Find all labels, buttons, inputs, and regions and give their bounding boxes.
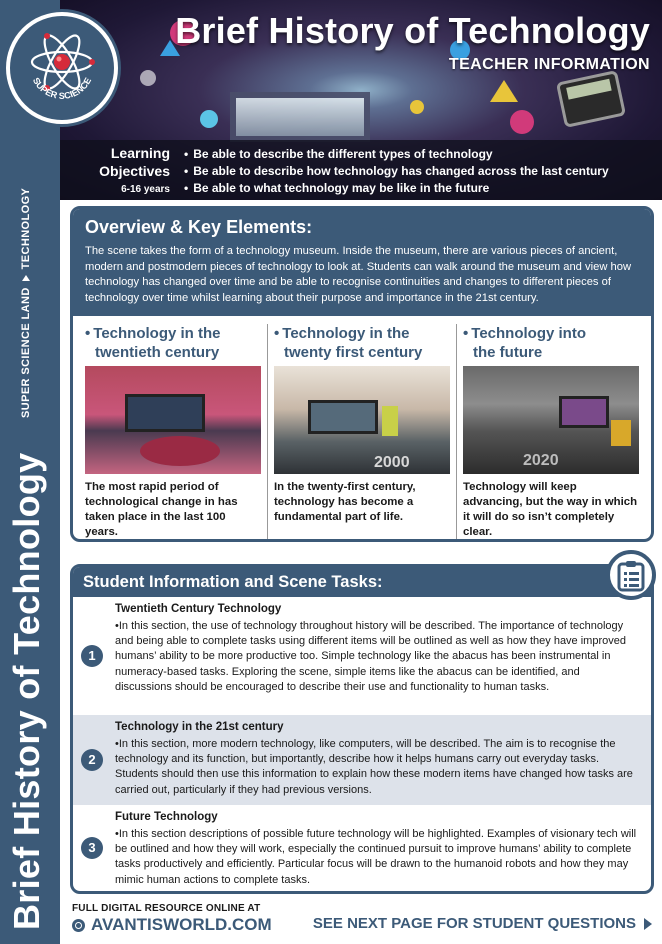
column-twenty-first-century: [268, 324, 457, 540]
task-text: • In this section descriptions of possible future technology will be highlighted. Examples of visionary tech will be outlined and how they will work, especially the continued pursuit to improve humans’ ability to complete tasks productively and efficiently. Particular focus will be drawn to the humanoid robots and how they may mimic human actions to complete tasks.: [115, 827, 639, 888]
next-page-link[interactable]: [313, 915, 652, 932]
column-title-line2: twenty first century: [284, 344, 423, 362]
future-scene-image: [463, 366, 639, 474]
column-text: Technology will keep advancing, but the way in which it will do so isn’t completely clear.: [463, 481, 638, 539]
decor-circle: [140, 70, 156, 86]
objectives-label: [78, 144, 170, 180]
column-title-line1: Technology in the: [282, 325, 410, 343]
task-text: • In this section, the use of technology throughout history will be described. The importance of technology and being able to complete tasks using different items will be outlined as well as how they have improved humans’ ability to be more productive too. Simple technology like the abacus has been instrumental in numeracy-based tasks. Exploring the scene, simple items like the abacus can be identified, and discussions should be encouraged to describe their use and functionality to human tasks.: [115, 619, 639, 695]
globe-icon: [72, 919, 85, 932]
overview-columns: [73, 316, 651, 540]
breadcrumb: [20, 188, 32, 418]
scene-display: [308, 400, 378, 434]
scene-year-label: 2000: [374, 454, 410, 472]
learning-objectives: [60, 140, 662, 200]
objectives-label-line1: Learning: [110, 145, 170, 161]
twentieth-century-scene-image: [85, 366, 261, 474]
overview-section: [70, 206, 654, 542]
task-title: Technology in the 21st century: [115, 721, 284, 733]
twenty-first-century-scene-image: [274, 366, 450, 474]
scene-display: [125, 394, 205, 432]
breadcrumb-arrow-icon: [22, 275, 30, 281]
objective-item: • Be able to describe the different types of technology: [184, 146, 609, 163]
decor-triangle: [490, 80, 518, 102]
breadcrumb-item-super-science-land: SUPER SCIENCE LAND: [20, 287, 32, 418]
student-tasks-section: [70, 564, 654, 894]
left-sidebar: [0, 0, 60, 944]
student-section-title: Student Information and Scene Tasks:: [73, 567, 651, 597]
column-title: • Technology in the twentieth century: [85, 324, 261, 364]
task-item: [73, 597, 651, 715]
scene-floor-logo: [140, 436, 220, 466]
badge-text: SUPER SCIENCE: [30, 75, 94, 101]
column-title: • Technology into the future: [463, 324, 639, 364]
clipboard-glyph: [617, 560, 645, 592]
sidebar-title: Brief History of Technology: [6, 452, 47, 930]
column-title-line1: Technology in the: [93, 325, 221, 343]
objectives-label-line2: Objectives: [99, 163, 170, 179]
atom-icon: [10, 16, 114, 120]
overview-text: The scene takes the form of a technology museum. Inside the museum, there are various pieces of ancient, modern and postmodern pieces of technology to look at. Students can walk around the museum and view how technology has changed over time and be able to recognise continuities and changes to different pieces of technology over time whilst learning about their purpose and importance in the 21st century.: [85, 245, 632, 304]
task-title: Twentieth Century Technology: [115, 603, 282, 615]
column-twentieth-century: [79, 324, 268, 540]
decor-circle: [200, 110, 218, 128]
site-url[interactable]: AVANTISWORLD.COM: [91, 915, 272, 934]
clipboard-icon: [606, 550, 656, 600]
column-future: [457, 324, 645, 540]
age-range: 6-16 years: [121, 184, 170, 195]
column-title: • Technology in the twenty first century: [274, 324, 450, 364]
column-title-line2: the future: [473, 344, 543, 362]
task-title: Future Technology: [115, 811, 218, 823]
museum-corridor-image: [230, 92, 370, 142]
objectives-list: [184, 146, 609, 197]
scene-phone: [382, 406, 398, 436]
arrow-right-icon: [644, 918, 652, 930]
task-item: [73, 805, 651, 891]
objective-item: • Be able to describe how technology has changed across the last century: [184, 163, 609, 180]
task-item: [73, 715, 651, 805]
task-number-badge: 2: [81, 749, 103, 771]
breadcrumb-item-technology: TECHNOLOGY: [20, 187, 32, 270]
scene-display: [559, 396, 609, 428]
column-text: The most rapid period of technological change in has taken place in the last 100 years.: [85, 481, 238, 539]
scene-robot-dog: [611, 420, 631, 446]
overview-title: Overview & Key Elements:: [85, 217, 313, 237]
page-subtitle: TEACHER INFORMATION: [448, 56, 650, 73]
overview-header: [73, 209, 651, 316]
task-number-badge: 3: [81, 837, 103, 859]
footer-site-link[interactable]: [72, 915, 272, 935]
next-page-text[interactable]: SEE NEXT PAGE FOR STUDENT QUESTIONS: [312, 915, 636, 932]
column-title-line2: twentieth century: [95, 344, 220, 362]
decor-circle: [410, 100, 424, 114]
footer-label: FULL DIGITAL RESOURCE ONLINE AT: [72, 903, 261, 914]
task-number-badge: 1: [81, 645, 103, 667]
scene-year-label: 2020: [523, 452, 559, 470]
page-title: Brief History of Technology: [175, 10, 650, 51]
decor-circle: [510, 110, 534, 134]
objective-item: • Be able to what technology may be like in the future: [184, 180, 609, 197]
mobile-phone-image: [556, 70, 626, 128]
column-title-line1: Technology into: [471, 325, 586, 343]
column-text: In the twenty-first century, technology has become a fundamental part of life.: [274, 481, 416, 524]
task-text: • In this section, more modern technology, like computers, will be described. The aim is to recognise the technology and its function, but importantly, describe how it helps humans carry out everyday tasks. Students should then use this information to explain how these modern items have changed how tasks are carried out, particularly if they had previous versions.: [115, 737, 639, 798]
super-science-logo: [6, 12, 118, 124]
